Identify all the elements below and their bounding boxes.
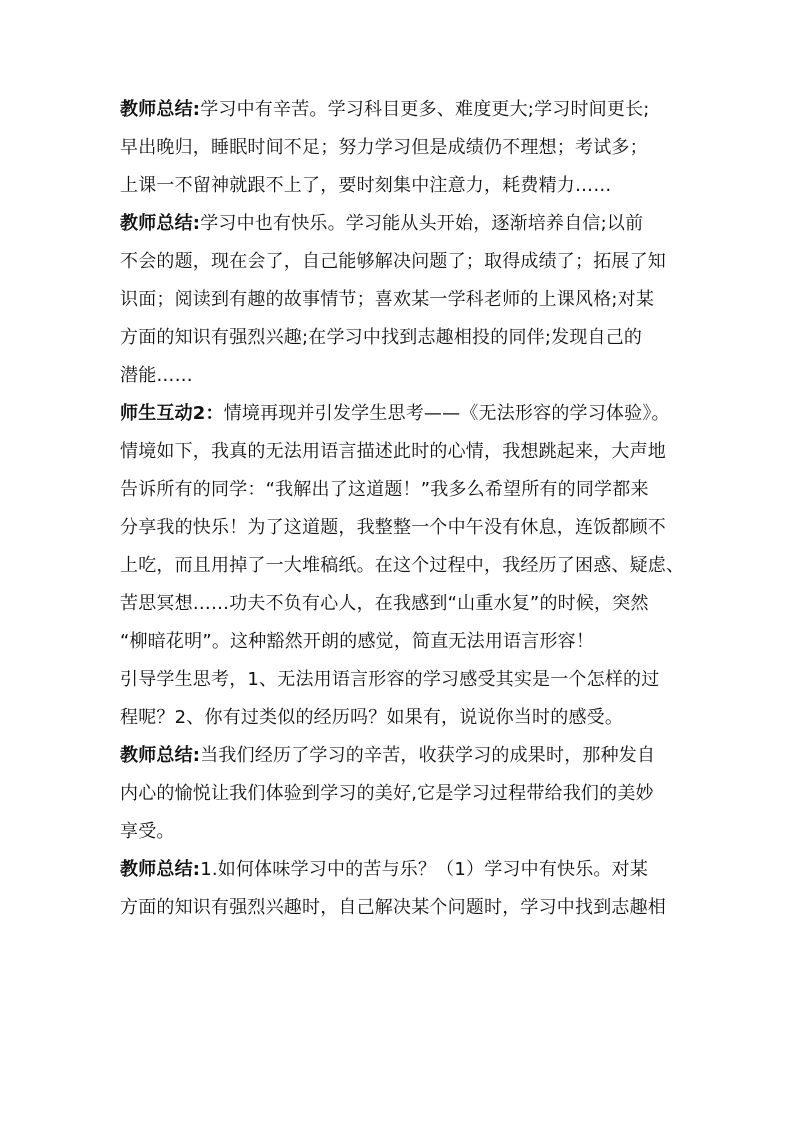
paragraph-text: 1.如何体味学习中的苦与乐？（1）学习中有快乐。对某 (200, 859, 649, 880)
paragraph-line: 不会的题，现在会了，自己能够解决问题了；取得成绩了；拓展了知 (120, 251, 666, 272)
paragraph-line: 程呢？2、你有过类似的经历吗？如果有，说说你当时的感受。 (120, 707, 624, 728)
paragraph-line: 享受。 (120, 821, 175, 842)
paragraph-line (120, 402, 700, 426)
paragraph-line: 早出晚归，睡眠时间不足；努力学习但是成绩仍不理想；考试多； (120, 137, 648, 158)
paragraph-line (120, 212, 700, 236)
document-page (120, 98, 700, 920)
paragraph-line: 上课一不留神就跟不上了，要时刻集中注意力，耗费精力…… (120, 175, 612, 196)
teacher-summary-label: 教师总结: (120, 859, 201, 880)
paragraph-line: 方面的知识有强烈兴趣时，自己解决某个问题时，学习中找到志趣相 (120, 897, 666, 918)
paragraph-text: 学习中有辛苦。学习科目更多、难度更大;学习时间更长; (200, 99, 650, 120)
paragraph-line: 告诉所有的同学：“我解出了这道题！”我多么希望所有的同学都来 (120, 479, 649, 500)
paragraph-line: 潜能…… (120, 365, 193, 386)
paragraph-line: 识面；阅读到有趣的故事情节；喜欢某一学科老师的上课风格;对某 (120, 289, 655, 310)
teacher-summary-label: 教师总结: (120, 745, 201, 766)
paragraph-text: 情境再现并引发学生思考——《无法形容的学习体验》。 (223, 403, 670, 424)
paragraph-line: 引导学生思考，1、无法用语言形容的学习感受其实是一个怎样的过 (120, 669, 660, 690)
paragraph-line: 情境如下，我真的无法用语言描述此时的心情，我想跳起来，大声地 (120, 441, 666, 462)
paragraph-text: 当我们经历了学习的辛苦，收获学习的成果时，那种发自 (200, 745, 656, 766)
teacher-summary-label: 教师总结: (120, 99, 201, 120)
teacher-summary-label: 教师总结: (120, 213, 201, 234)
paragraph-line: 分享我的快乐！为了这道题，我整整一个中午没有休息，连饭都顾不 (120, 517, 666, 538)
paragraph-line: 上吃，而且用掉了一大堆稿纸。在这个过程中，我经历了困惑、疑虑、 (120, 555, 685, 576)
paragraph-line: 方面的知识有强烈兴趣;在学习中找到志趣相投的同伴;发现自己的 (120, 327, 643, 348)
interaction-label: 师生互动2： (120, 403, 224, 424)
paragraph-line (120, 858, 700, 882)
paragraph-line (120, 744, 700, 768)
paragraph-line: 苦思冥想……功夫不负有心人，在我感到“山重水复”的时候，突然 (120, 593, 649, 614)
paragraph-line (120, 98, 700, 122)
paragraph-text: 学习中也有快乐。学习能从头开始，逐渐培养自信;以前 (200, 213, 644, 234)
paragraph-line: “柳暗花明”。这种豁然开朗的感觉，简直无法用语言形容！ (120, 631, 595, 652)
paragraph-line: 内心的愉悦让我们体验到学习的美好,它是学习过程带给我们的美妙 (120, 783, 654, 804)
